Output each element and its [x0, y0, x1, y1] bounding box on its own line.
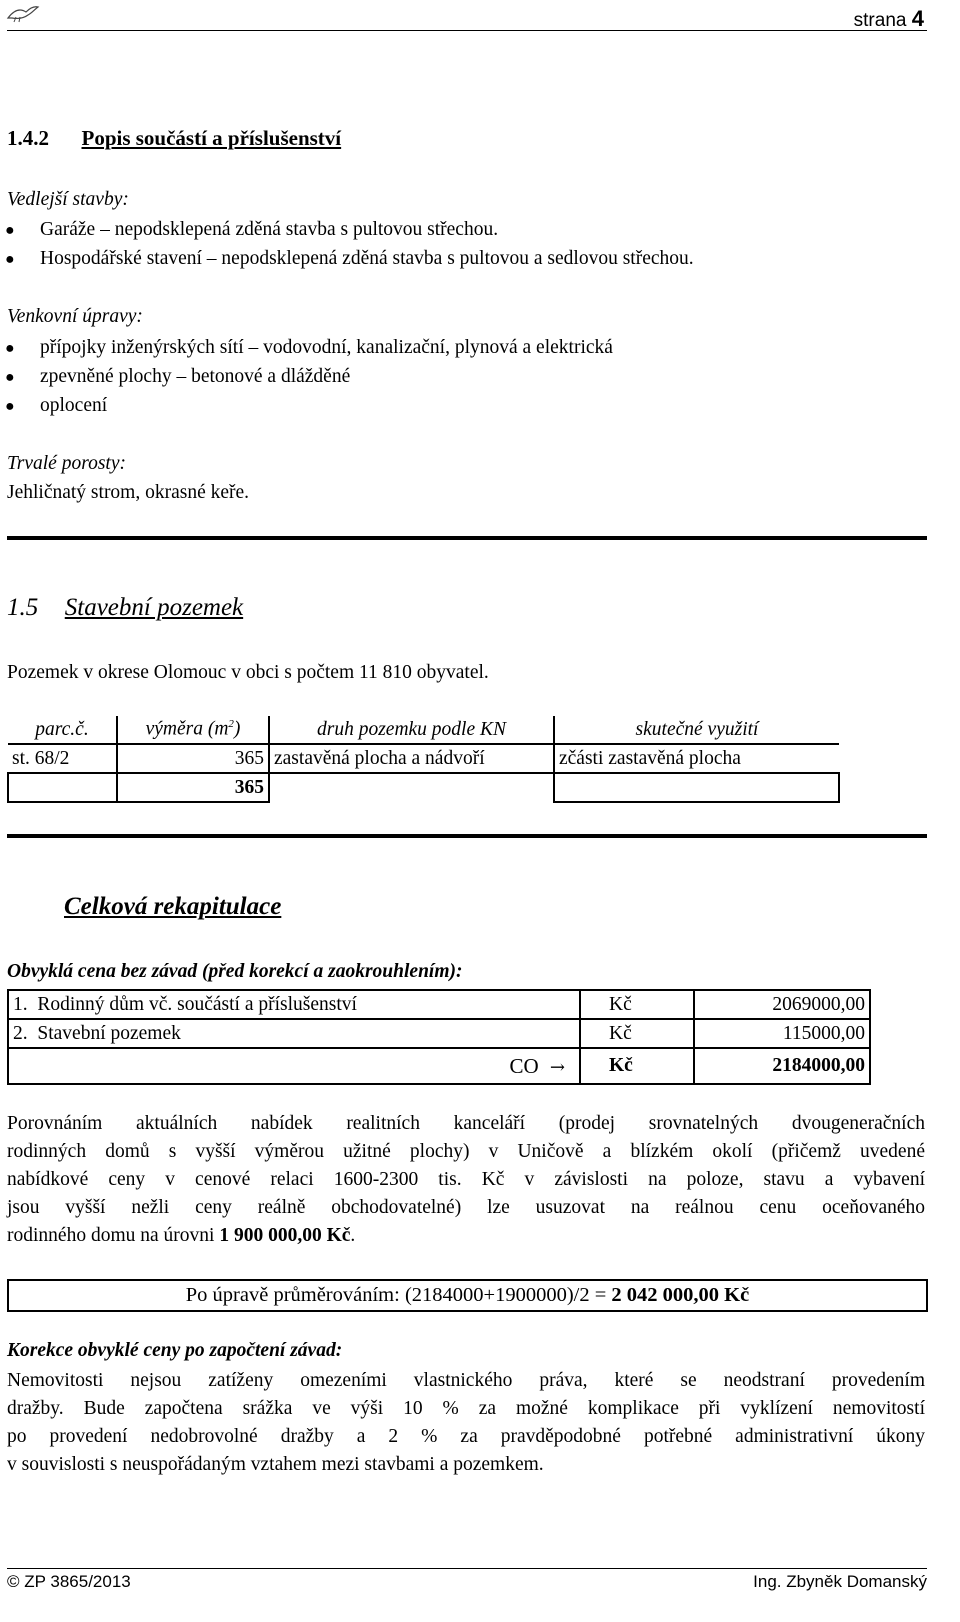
section-title: Popis součástí a příslušenství [81, 126, 342, 150]
land-table [7, 716, 840, 803]
paragraph-line: jsou vyšší nežli ceny reálně obchodovatelné) lze usuzovat na reálnou cenu oceňovaného [7, 1197, 925, 1218]
estimated-value: 1 900 000,00 Kč [219, 1225, 351, 1246]
table-header-row [8, 716, 839, 744]
total-label-cell [8, 1048, 580, 1084]
list-item: Garáže – nepodsklepená zděná stavba s pultovou střechou. [40, 219, 499, 240]
bullet-icon: ● [5, 340, 15, 357]
paragraph-line: rodinných domů s vyšší výměrou užitné plochy) v Uničově a blízkém okolí (přičemž uvedené [7, 1141, 925, 1162]
usage-cell: zčásti zastavěná plocha [554, 744, 839, 773]
porosty-heading: Trvalé porosty: [7, 453, 126, 474]
recap-label-cell: 1. Rodinný dům vč. součástí a příslušenství [8, 990, 580, 1019]
column-header: druh pozemku podle KN [269, 716, 554, 744]
correction-paragraph [7, 1367, 925, 1479]
total-label: CO [509, 1053, 539, 1078]
table-row [8, 744, 839, 773]
list-item: zpevněné plochy – betonové a dlážděné [40, 366, 351, 387]
parcel-cell: st. 68/2 [8, 744, 117, 773]
column-header: parc.č. [8, 716, 117, 744]
type-cell: zastavěná plocha a nádvoří [269, 744, 554, 773]
list-item: přípojky inženýrských sítí – vodovodní, kanalizační, plynová a elektrická [40, 337, 613, 358]
arrow-right-icon: → [549, 1056, 565, 1078]
vedlejsi-heading: Vedlejší stavby: [7, 189, 129, 210]
list-item: oplocení [40, 395, 108, 416]
amount-cell: 2069000,00 [694, 990, 870, 1019]
table-total-row [8, 1048, 870, 1084]
paragraph-line: rodinného domu na úrovni 1 900 000,00 Kč. [7, 1225, 356, 1246]
bird-logo-icon [6, 4, 40, 30]
paragraph-line: Nemovitosti nejsou zatíženy omezeními vlastnického práva, které se neodstraní provedením [7, 1370, 925, 1391]
bullet-icon: ● [5, 398, 15, 415]
section-divider [7, 536, 927, 540]
empty-cell [8, 773, 117, 802]
page-number [854, 6, 924, 32]
header-rule [7, 30, 927, 31]
recap-title: Celková rekapitulace [64, 893, 282, 920]
column-header: výměra $(m^2)$ [117, 716, 269, 744]
currency-cell: Kč [580, 1048, 694, 1084]
venkovni-heading: Venkovní úpravy: [7, 306, 143, 327]
section-number: 1.5 [7, 594, 39, 621]
recap-subheading: Obvyklá cena bez závad (před korekcí a zaokrouhlením): [7, 961, 463, 982]
empty-cell [269, 773, 554, 802]
total-amount-cell: 2184000,00 [694, 1048, 870, 1084]
section-142-heading [7, 126, 341, 151]
list-item: Hospodářské stavení – nepodsklepená zděná stavba s pultovou a sedlovou střechou. [40, 248, 694, 269]
recap-label-cell: 2. Stavební pozemek [8, 1019, 580, 1048]
area-cell: 365 [117, 744, 269, 773]
bullet-icon: ● [5, 369, 15, 386]
currency-cell: Kč [580, 990, 694, 1019]
footer-rule [7, 1568, 927, 1569]
amount-cell: 115000,00 [694, 1019, 870, 1048]
table-row [8, 990, 870, 1019]
section-15-heading [7, 594, 243, 622]
paragraph-line: nabídkové ceny v cenové relaci 1600-2300 tis. Kč v závislosti na poloze, stavu a vybavení [7, 1169, 925, 1190]
column-header: skutečné využití [554, 716, 839, 744]
average-result: 2 042 000,00 Kč [611, 1284, 750, 1306]
table-total-row [8, 773, 839, 802]
average-formula: Po úpravě průměrováním: (2184000+1900000)/2 = [185, 1284, 612, 1306]
comparison-paragraph [7, 1110, 925, 1250]
porosty-text: Jehličnatý strom, okrasné keře. [7, 482, 250, 503]
average-box [7, 1279, 928, 1312]
page-number-value: 4 [911, 6, 924, 31]
correction-heading: Korekce obvyklé ceny po započtení závad: [7, 1340, 343, 1361]
page-prefix: strana [853, 10, 907, 31]
table-row [8, 1019, 870, 1048]
empty-cell [554, 773, 839, 802]
currency-cell: Kč [580, 1019, 694, 1048]
land-intro: Pozemek v okrese Olomouc v obci s počtem 11 810 obyvatel. [7, 662, 489, 683]
recap-table [7, 989, 871, 1085]
area-total-cell: 365 [117, 773, 269, 802]
section-divider [7, 834, 927, 838]
section-title: Stavební pozemek [64, 594, 244, 621]
paragraph-line: Porovnáním aktuálních nabídek realitních kanceláří (prodej srovnatelných dvougeneračních [7, 1113, 925, 1134]
footer-reference: © ZP 3865/2013 [7, 1572, 131, 1591]
footer-author: Ing. Zbyněk Domanský [753, 1572, 927, 1591]
paragraph-line: v souvislosti s neuspořádaným vztahem mezi stavbami a pozemkem. [7, 1454, 544, 1475]
section-number: 1.4.2 [7, 126, 49, 150]
bullet-icon: ● [5, 222, 15, 239]
paragraph-line: po provedení nedobrovolné dražby a 2 % za pravděpodobné potřebné administrativní úkony [7, 1426, 925, 1447]
paragraph-line: dražby. Bude započtena srážka ve výši 10 % za možné komplikace při vyklízení nemovitostí [7, 1398, 925, 1419]
bullet-icon: ● [5, 251, 15, 268]
